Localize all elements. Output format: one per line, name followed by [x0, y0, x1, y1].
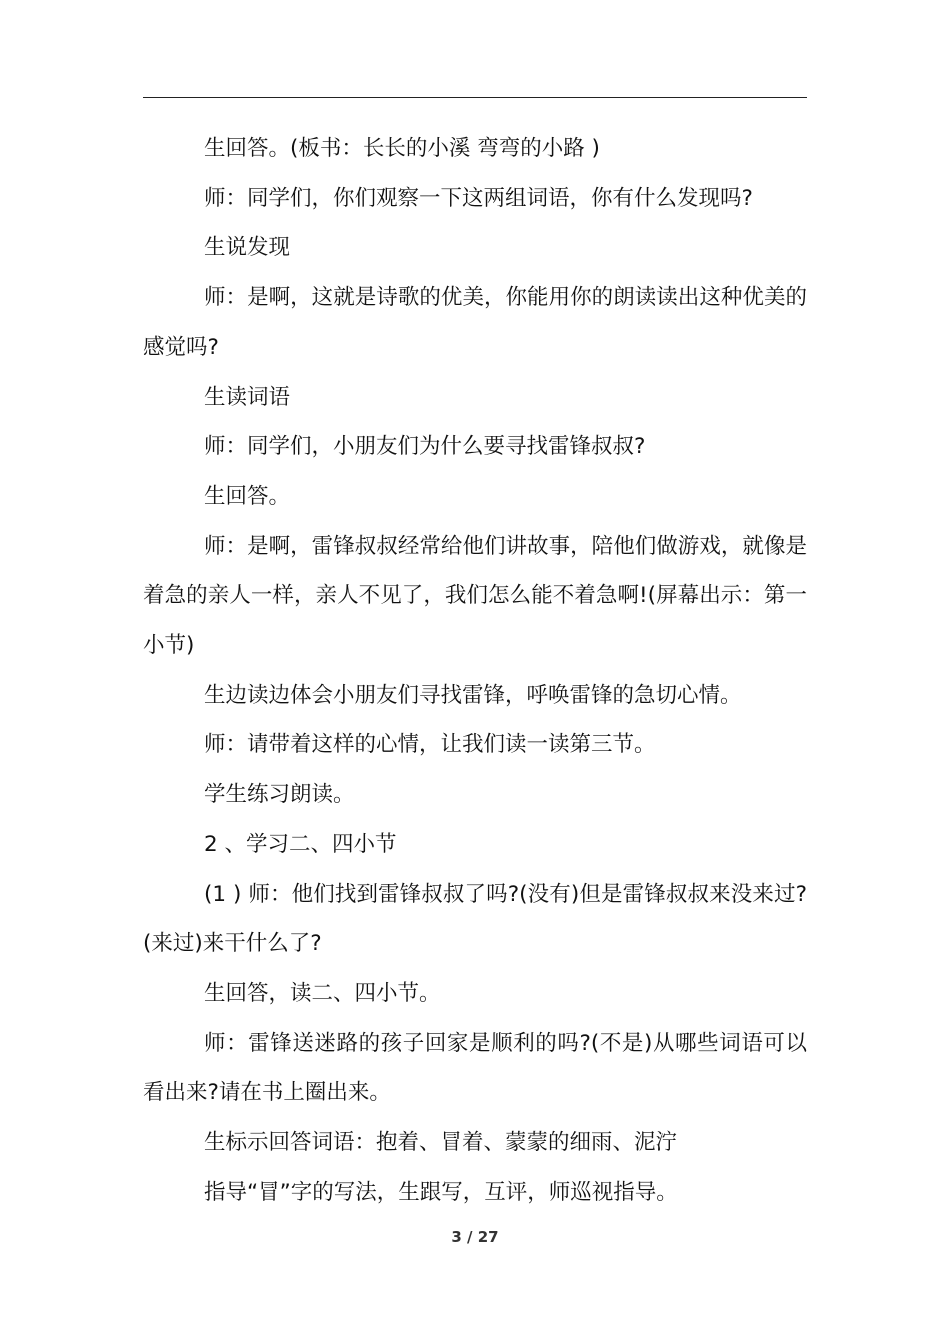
paragraph: 生边读边体会小朋友们寻找雷锋，呼唤雷锋的急切心情。: [204, 682, 742, 708]
section-heading: 2 、学习二、四小节: [204, 831, 397, 857]
paragraph: (1 ) 师：他们找到雷锋叔叔了吗?(没有)但是雷锋叔叔来没来过?(来过)来干什么了?: [143, 881, 807, 957]
document-body: [143, 124, 807, 1217]
paragraph: 师：雷锋送迷路的孩子回家是顺利的吗?(不是)从哪些词语可以看出来?请在书上圈出来。: [143, 1030, 807, 1106]
paragraph: 生标示回答词语：抱着、冒着、蒙蒙的细雨、泥泞: [204, 1130, 678, 1156]
paragraph: 生回答。(板书：长长的小溪 弯弯的小路 ): [204, 136, 600, 161]
paragraph: 生回答。: [204, 483, 291, 509]
paragraph: 生读词语: [204, 384, 291, 410]
header-rule: [143, 97, 807, 98]
paragraph: 学生练习朗读。: [204, 782, 355, 808]
paragraph: 师：是啊，雷锋叔叔经常给他们讲故事，陪他们做游戏，就像是着急的亲人一样，亲人不见了，我们怎么能不着急啊!(屏幕出示：第一小节): [143, 533, 807, 659]
paragraph: 生说发现: [204, 235, 291, 261]
paragraph: 师：是啊，这就是诗歌的优美，你能用你的朗读读出这种优美的感觉吗?: [143, 285, 807, 360]
paragraph: 师：同学们，小朋友们为什么要寻找雷锋叔叔?: [204, 434, 646, 460]
paragraph: 师：同学们，你们观察一下这两组词语，你有什么发现吗?: [204, 185, 753, 211]
paragraph: 师：请带着这样的心情，让我们读一读第三节。: [204, 732, 656, 758]
paragraph: 指导“冒”字的写法，生跟写，互评，师巡视指导。: [204, 1179, 678, 1205]
page-number: 3 / 27: [451, 1228, 499, 1246]
paragraph: 生回答，读二、四小节。: [204, 980, 441, 1006]
